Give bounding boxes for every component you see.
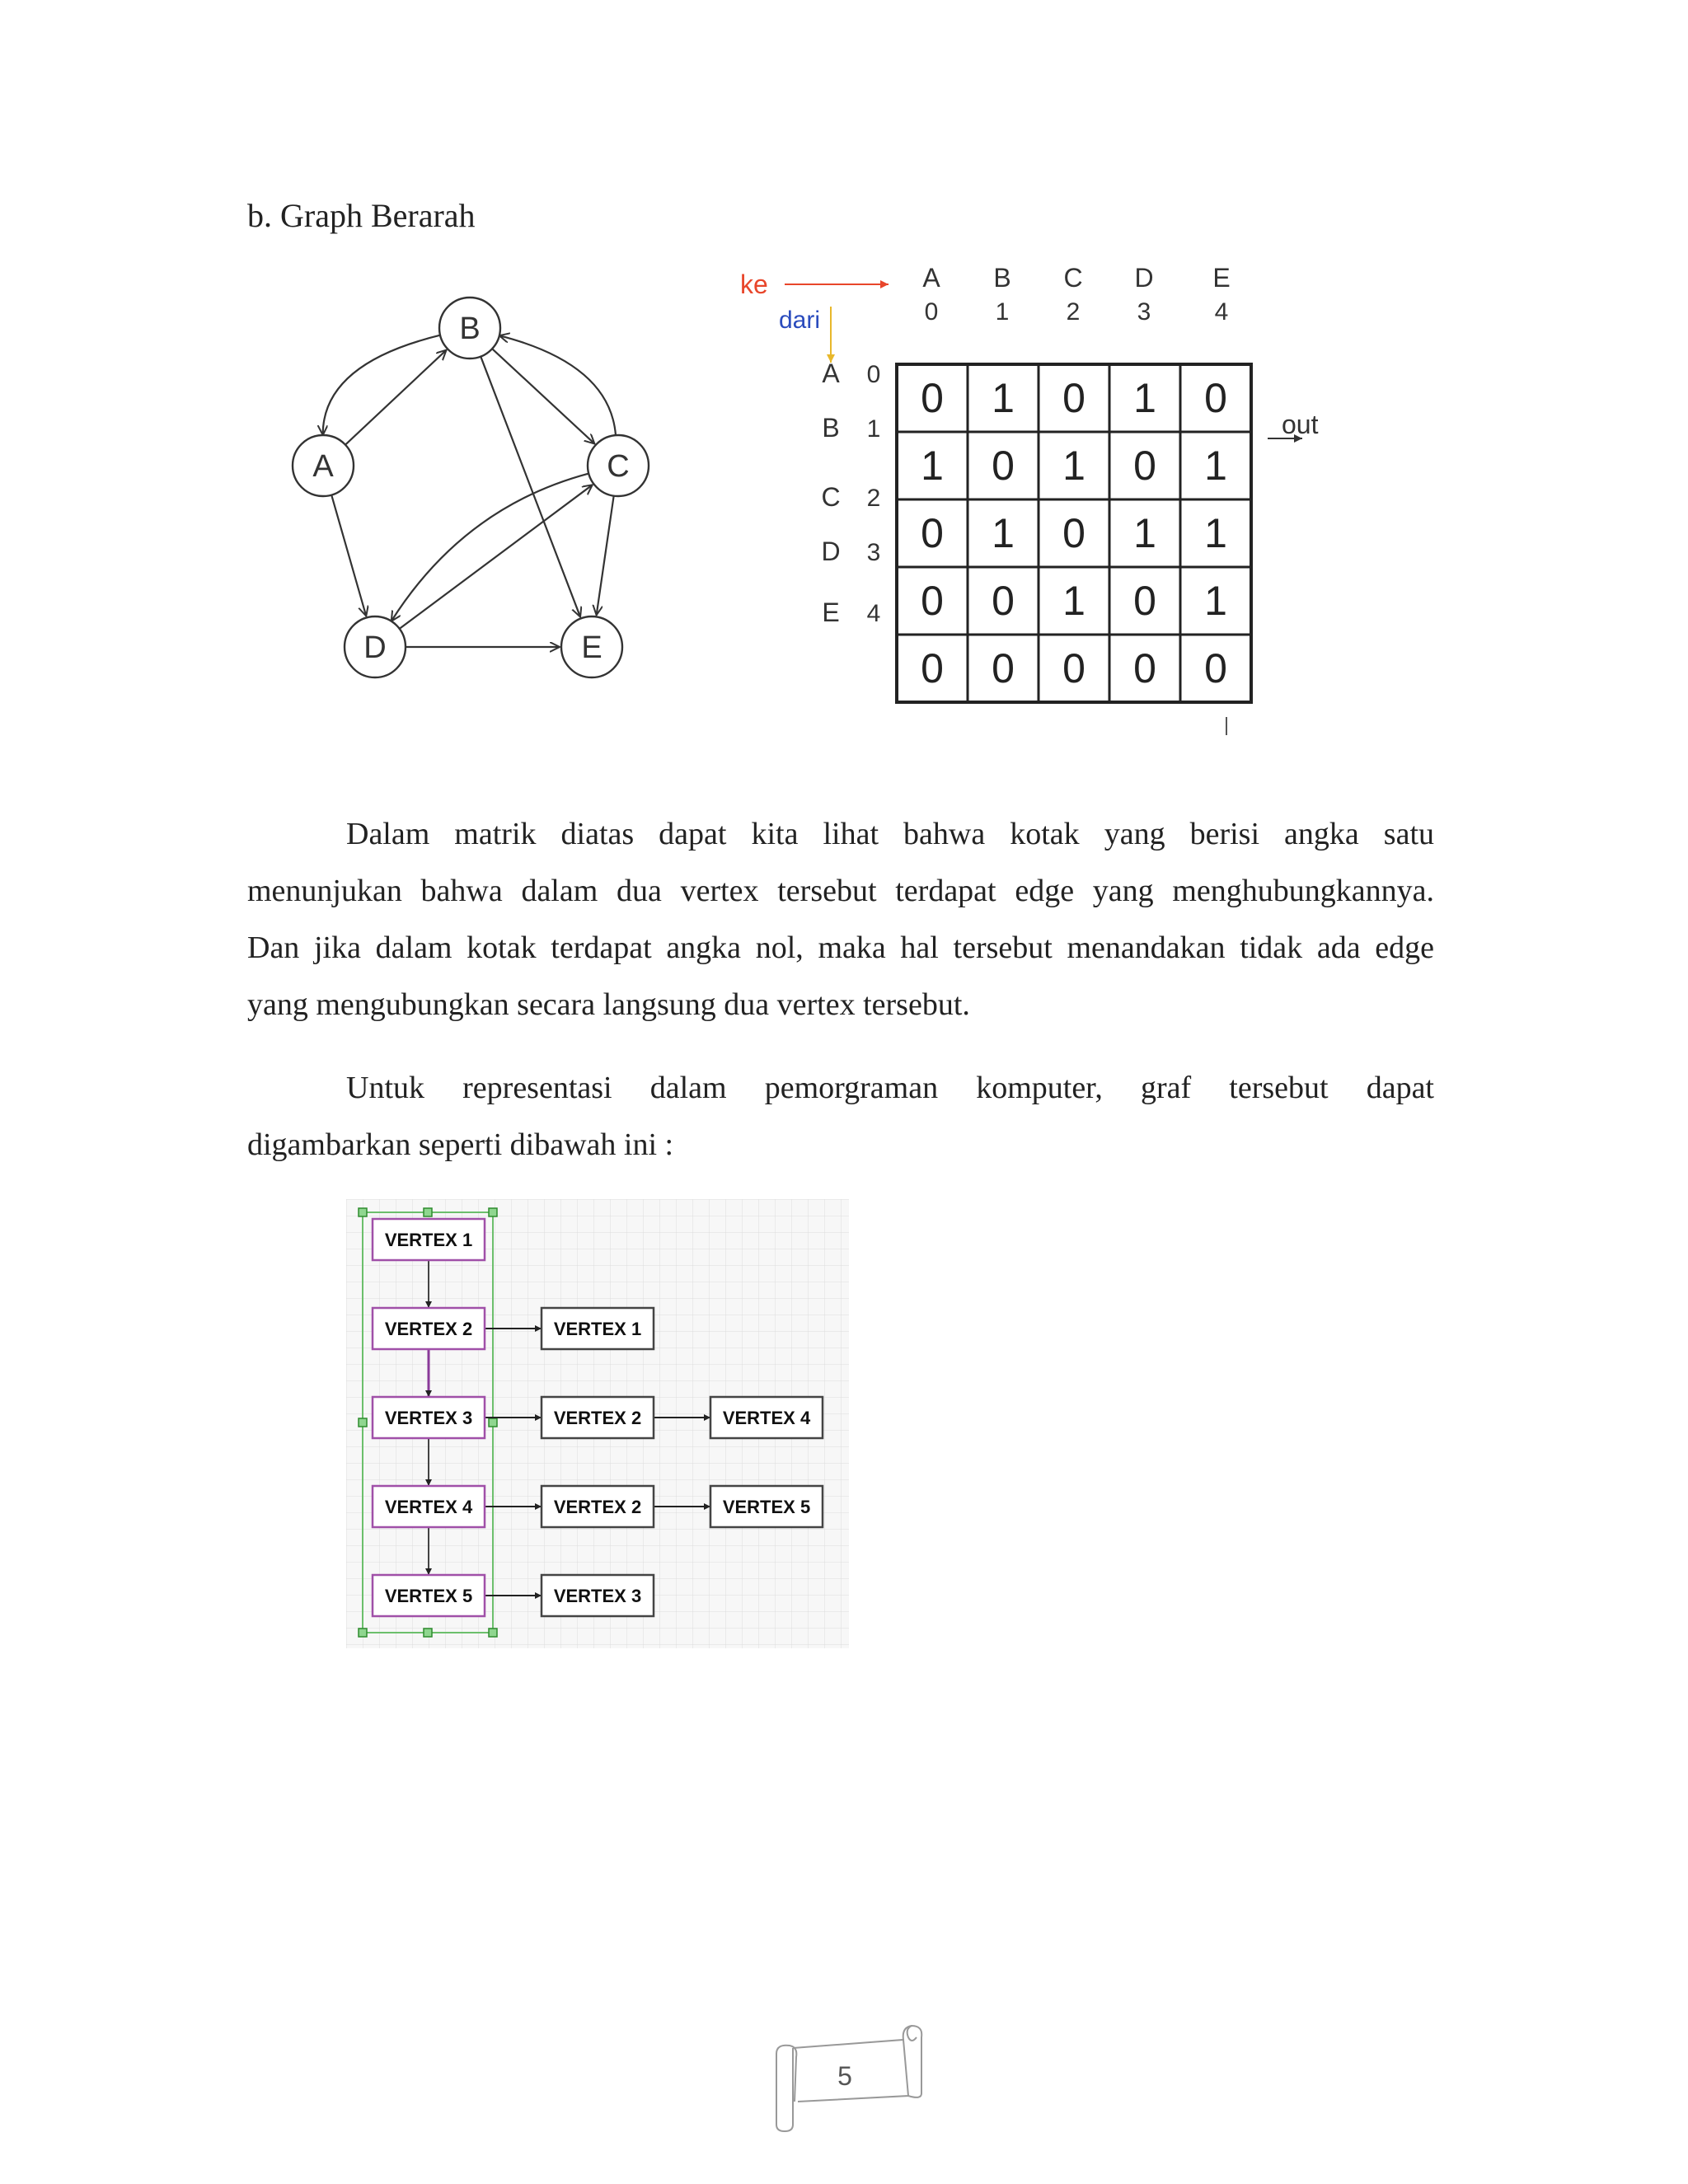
vertex-label: VERTEX 5 <box>384 1586 473 1606</box>
matrix-cell-value: 0 <box>921 645 944 691</box>
vertex-label: VERTEX 5 <box>722 1497 811 1517</box>
graph-node-label: A <box>312 449 334 484</box>
graph-edge-a-d <box>331 495 366 616</box>
matrix-cell-value: 0 <box>921 510 944 556</box>
matrix-cell-value: 0 <box>1133 645 1156 691</box>
col-header-letter: E <box>1212 263 1231 293</box>
col-header-number: 0 <box>924 298 939 326</box>
selection-handle <box>359 1418 367 1427</box>
selection-handle <box>489 1418 497 1427</box>
paragraph-representation <box>247 1060 1434 1174</box>
vertex-label: VERTEX 3 <box>553 1586 642 1606</box>
matrix-cell-value: 0 <box>1204 375 1227 421</box>
adjacency-matrix-figure <box>734 247 1343 742</box>
vertex-label: VERTEX 2 <box>553 1497 642 1517</box>
vertex-label: VERTEX 1 <box>553 1319 642 1339</box>
selection-handle <box>359 1208 367 1216</box>
matrix-cell-value: 1 <box>921 443 944 489</box>
row-header-number: 0 <box>866 361 881 388</box>
col-header-number: 1 <box>995 298 1010 326</box>
vertex-label: VERTEX 4 <box>722 1408 811 1428</box>
graph-edge-a-b <box>345 350 447 445</box>
matrix-cell-value: 0 <box>992 578 1015 624</box>
matrix-cell-value: 0 <box>921 375 944 421</box>
graph-edge-d-c <box>400 485 593 629</box>
matrix-cell-value: 1 <box>992 375 1015 421</box>
directed-graph-figure <box>272 264 659 725</box>
graph-node-label: E <box>581 630 603 665</box>
graph-edge-b-a <box>323 335 440 435</box>
selection-handle <box>359 1629 367 1637</box>
matrix-cell-value: 0 <box>992 645 1015 691</box>
matrix-cell-value: 0 <box>1133 578 1156 624</box>
paragraph-line: Dan jika dalam kotak terdapat angka nol, maka hal tersebut menandakan tidak ada edge <box>247 930 1434 965</box>
graph-node-label: B <box>459 312 481 346</box>
graph-edge-c-e <box>597 496 614 616</box>
matrix-cell-value: 1 <box>1204 443 1227 489</box>
col-header-letter: B <box>993 263 1011 293</box>
row-header-letter: C <box>821 482 841 512</box>
paragraph-line: Untuk representasi dalam pemorgraman komputer, graf tersebut dapat <box>346 1071 1434 1105</box>
matrix-cell-value: 1 <box>1133 510 1156 556</box>
matrix-cell-value: 1 <box>1204 578 1227 624</box>
dari-label: dari <box>779 307 821 334</box>
matrix-cell-value: 0 <box>1204 645 1227 691</box>
vertex-label: VERTEX 4 <box>384 1497 473 1517</box>
row-header-letter: D <box>821 537 841 566</box>
paragraph-line: digambarkan seperti dibawah ini : <box>247 1127 674 1162</box>
col-header-number: 3 <box>1137 298 1151 326</box>
graph-edge-c-d <box>392 474 588 621</box>
graph-node-label: C <box>607 449 630 484</box>
matrix-cell-value: 1 <box>1133 375 1156 421</box>
matrix-cell-value: 1 <box>1062 578 1085 624</box>
row-header-number: 3 <box>866 539 881 566</box>
selection-handle <box>424 1629 432 1637</box>
section-heading: b. Graph Berarah <box>247 197 476 234</box>
col-header-letter: C <box>1063 263 1083 293</box>
matrix-cell-value: 0 <box>1062 645 1085 691</box>
paragraph-line: yang mengubungkan secara langsung dua vertex tersebut. <box>247 987 970 1022</box>
ke-label: ke <box>740 269 768 299</box>
selection-handle <box>489 1208 497 1216</box>
out-label: out <box>1282 410 1319 439</box>
graph-edge-b-c <box>492 349 594 443</box>
col-header-letter: D <box>1134 263 1154 293</box>
row-header-letter: B <box>822 413 840 443</box>
matrix-cell-value: 1 <box>1204 510 1227 556</box>
graph-node-label: D <box>363 630 387 665</box>
row-header-number: 1 <box>866 415 881 443</box>
graph-edge-c-b <box>499 335 616 435</box>
page-number: 5 <box>837 2061 852 2091</box>
matrix-cell-value: 0 <box>921 578 944 624</box>
paragraph-line: menunjukan bahwa dalam dua vertex tersebut terdapat edge yang menghubungkannya. <box>247 874 1434 908</box>
vertex-label: VERTEX 2 <box>384 1319 473 1339</box>
col-header-number: 4 <box>1214 298 1229 326</box>
vertex-label: VERTEX 3 <box>384 1408 473 1428</box>
matrix-cell-value: 0 <box>1062 375 1085 421</box>
vertex-label: VERTEX 1 <box>384 1230 473 1250</box>
row-header-letter: E <box>822 598 840 627</box>
matrix-cell-value: 0 <box>992 443 1015 489</box>
matrix-cell-value: 0 <box>1133 443 1156 489</box>
matrix-cell-value: 1 <box>992 510 1015 556</box>
vertex-label: VERTEX 2 <box>553 1408 642 1428</box>
col-header-letter: A <box>922 263 940 293</box>
row-header-letter: A <box>822 359 840 388</box>
row-header-number: 2 <box>866 485 881 512</box>
paragraph-matrix-explanation <box>247 806 1434 1033</box>
matrix-cell-value: 1 <box>1062 443 1085 489</box>
selection-handle <box>489 1629 497 1637</box>
page-number-scroll <box>767 2011 923 2135</box>
paragraph-line: Dalam matrik diatas dapat kita lihat bahwa kotak yang berisi angka satu <box>346 817 1434 851</box>
row-header-number: 4 <box>866 600 881 627</box>
linked-list-figure <box>346 1199 849 1648</box>
graph-edge-b-e <box>481 357 580 617</box>
col-header-number: 2 <box>1066 298 1081 326</box>
matrix-cell-value: 0 <box>1062 510 1085 556</box>
selection-handle <box>424 1208 432 1216</box>
